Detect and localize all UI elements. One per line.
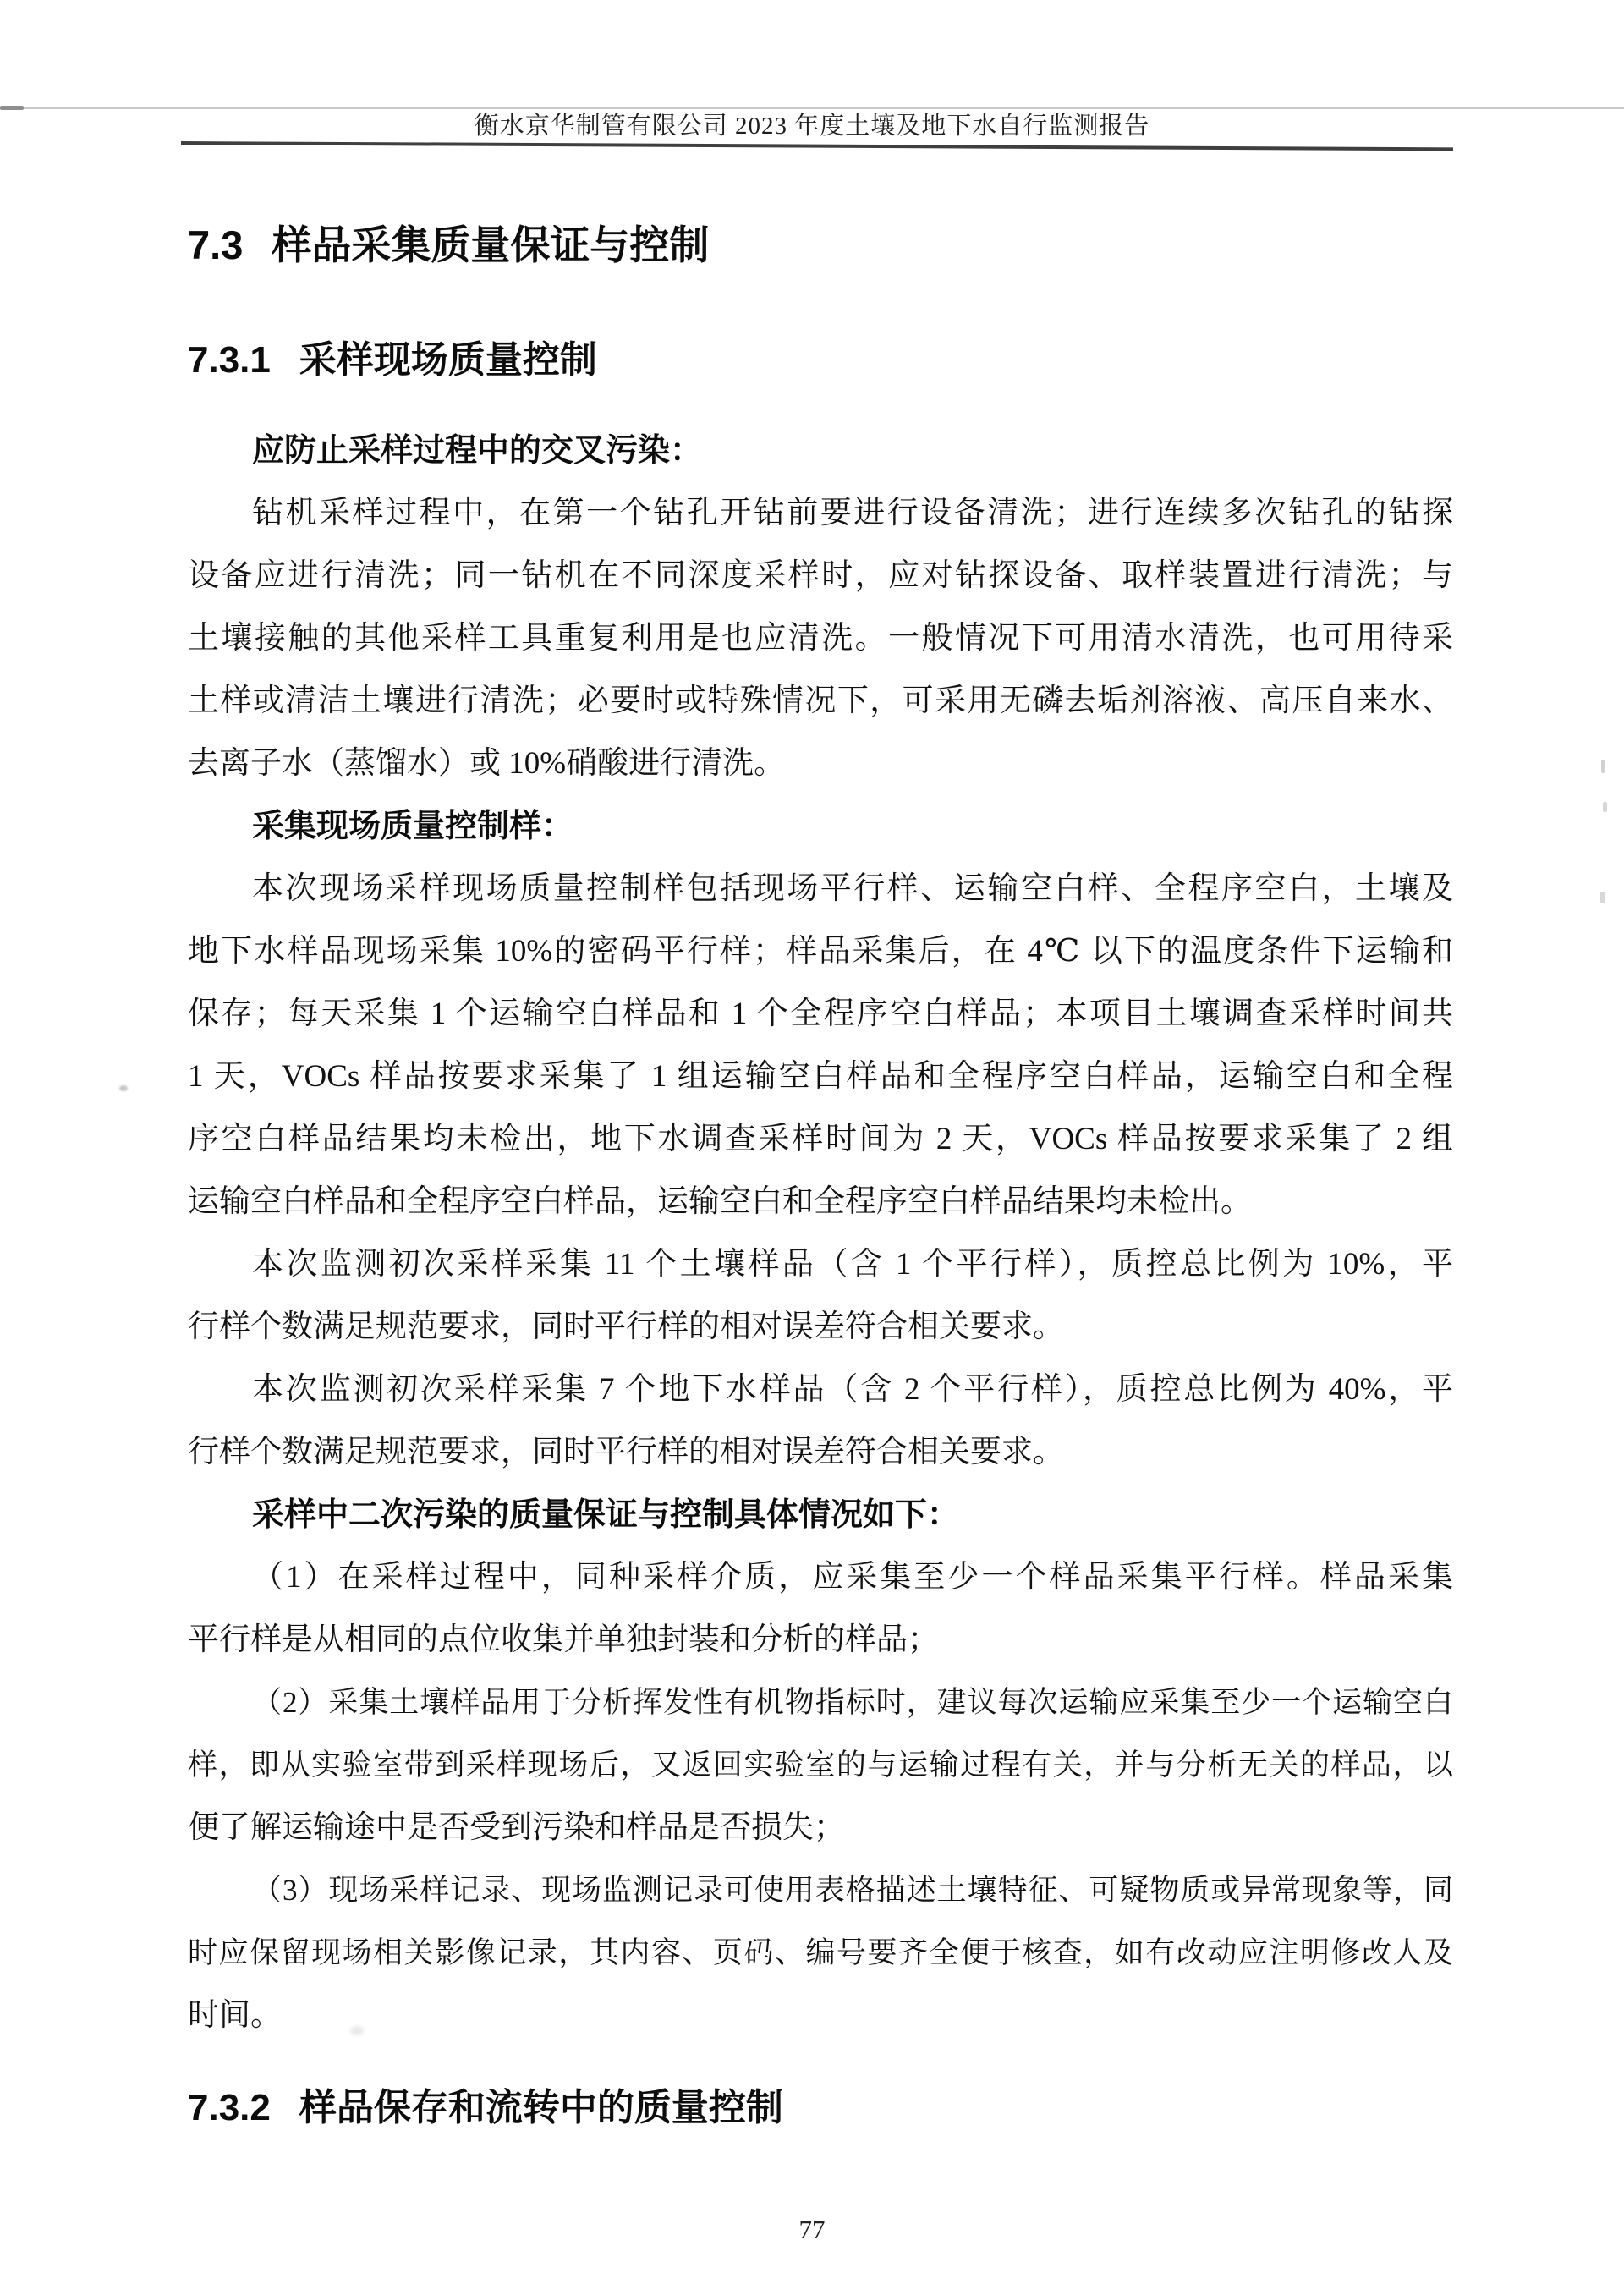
body-line: （2）采集土壤样品用于分析挥发性有机物指标时，建议每次运输应采集至少一个运输空白 [252, 1686, 1453, 1719]
body-line: 样，即从实验室带到采样现场后，又返回实验室的与运输过程有关，并与分析无关的样品，以 [188, 1749, 1453, 1782]
body-line: 设备应进行清洗；同一钻机在不同深度采样时，应对钻探设备、取样装置进行清洗；与 [188, 558, 1453, 593]
scan-speck [1601, 760, 1605, 773]
scan-speck [119, 1085, 128, 1091]
body-line: 运输空白样品和全程序空白样品，运输空白和全程序空白样品结果均未检出。 [188, 1184, 1252, 1219]
body-line: 地下水样品现场采集 10%的密码平行样；样品采集后，在 4℃ 以下的温度条件下运输和 [188, 934, 1453, 969]
scan-edge-line [0, 107, 1624, 109]
running-header: 衡水京华制管有限公司 2023 年度土壤及地下水自行监测报告 [474, 113, 1150, 140]
scan-edge-mark [0, 106, 24, 110]
body-line: 平行样是从相同的点位收集并单独封装和分析的样品； [188, 1622, 939, 1657]
body-line: 本次监测初次采样采集 7 个地下水样品（含 2 个平行样），质控总比例为 40%，平 [252, 1372, 1453, 1407]
body-line: （3）现场采样记录、现场监测记录可使用表格描述土壤特征、可疑物质或异常现象等，同 [252, 1874, 1453, 1907]
body-lines [188, 420, 1453, 2047]
body-line: 行样个数满足规范要求，同时平行样的相对误差符合相关要求。 [188, 1435, 1064, 1469]
section-number: 7.3.1 [188, 339, 271, 381]
section-number: 7.3 [188, 222, 244, 267]
body-line: 土壤接触的其他采样工具重复利用是也应清洗。一般情况下可用清水清洗，也可用待采 [188, 621, 1453, 656]
body-line: 应防止采样过程中的交叉污染： [252, 433, 703, 469]
section-title: 采样现场质量控制 [299, 339, 597, 381]
section-heading-7-3 [188, 222, 709, 269]
body-line: 去离子水（蒸馏水）或 10%硝酸进行清洗。 [188, 746, 786, 781]
section-heading-7-3-1 [188, 338, 597, 383]
page-number: 77 [798, 2215, 826, 2244]
body-line: 本次监测初次采样采集 11 个土壤样品（含 1 个平行样），质控总比例为 10%，平 [252, 1247, 1453, 1282]
body-line: 本次现场采样现场质量控制样包括现场平行样、运输空白样、全程序空白，土壤及 [252, 871, 1453, 906]
section-heading-7-3-2 [188, 2086, 783, 2131]
scan-speck [1603, 802, 1607, 812]
body-line: 便了解运输途中是否受到污染和样品是否损失； [188, 1810, 845, 1845]
header-rule [181, 141, 1453, 151]
body-line: 时间。 [188, 1998, 282, 2033]
body-line: 采集现场质量控制样： [252, 809, 574, 844]
body-line: 土样或清洁土壤进行清洗；必要时或特殊情况下，可采用无磷去垢剂溶液、高压自来水、 [188, 684, 1453, 718]
scan-speck [350, 2026, 364, 2035]
body-line: （1）在采样过程中，同种采样介质，应采集至少一个样品采集平行样。样品采集 [252, 1560, 1453, 1595]
body-line: 采样中二次污染的质量保证与控制具体情况如下： [252, 1497, 960, 1533]
body-line: 钻机采样过程中，在第一个钻孔开钻前要进行设备清洗；进行连续多次钻孔的钻探 [252, 496, 1453, 530]
body-line: 1 天，VOCs 样品按要求采集了 1 组运输空白样品和全程序空白样品，运输空白和全程 [188, 1059, 1453, 1094]
section-title: 样品保存和流转中的质量控制 [299, 2087, 783, 2128]
body-line: 时应保留现场相关影像记录，其内容、页码、编号要齐全便于核查，如有改动应注明修改人及 [188, 1936, 1453, 1969]
body-line: 保存；每天采集 1 个运输空白样品和 1 个全程序空白样品；本项目土壤调查采样时间共 [188, 997, 1453, 1031]
section-number: 7.3.2 [188, 2087, 271, 2128]
section-title: 样品采集质量保证与控制 [272, 222, 710, 267]
scan-speck [1600, 892, 1605, 903]
body-line: 序空白样品结果均未检出，地下水调查采样时间为 2 天，VOCs 样品按要求采集了 2 组 [188, 1122, 1453, 1156]
body-line: 行样个数满足规范要求，同时平行样的相对误差符合相关要求。 [188, 1309, 1064, 1344]
